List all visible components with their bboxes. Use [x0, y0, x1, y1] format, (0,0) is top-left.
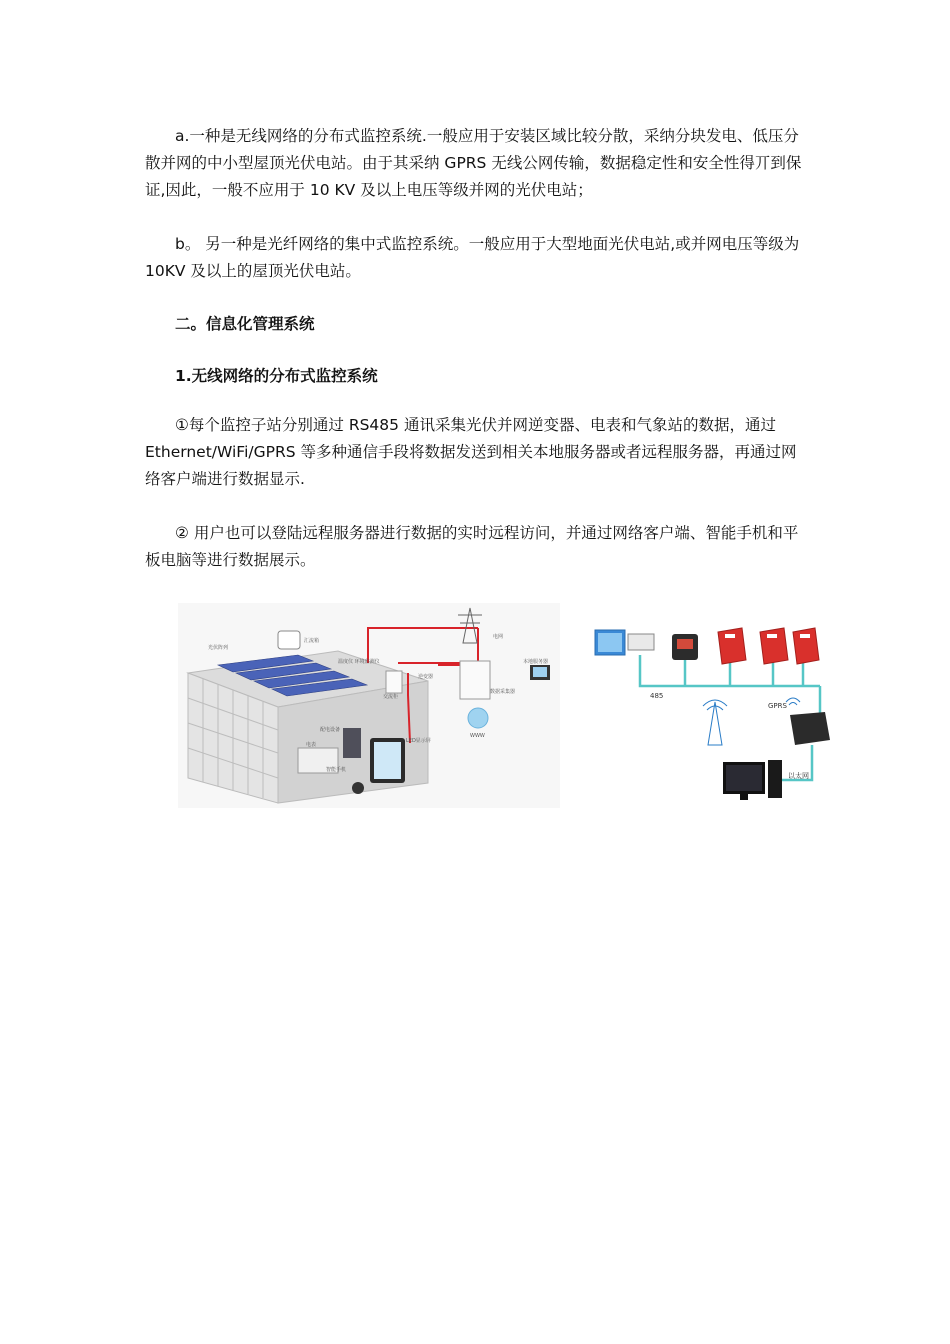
paragraph-2: ② 用户也可以登陆远程服务器进行数据的实时远程访问，并通过网络客户端、智能手机和平板电脑等进行数据展示。	[145, 524, 799, 569]
label-inverter: 逆变器	[418, 674, 434, 680]
section-heading: 二。信息化管理系统	[175, 315, 315, 333]
paragraph-a: a.一种是无线网络的分布式监控系统.一般应用于安装区域比较分散，采纳分块发电、低压分散并网的中小型屋顶光伏电站。由于其采纳 GPRS 无线公网传输，数据稳定性和安全性得丌到保证,因此，一般不应用于 10 KV 及以上电压等级并网的光伏电站；	[145, 127, 802, 199]
paragraph-b: b。 另一种是光纤网络的集中式监控系统。一般应用于大型地面光伏电站,或并网电压等级为 10KV 及以上的屋顶光伏电站。	[145, 235, 800, 280]
label-env-monitor: 温度仪 环境监测仪	[338, 659, 380, 665]
label-pv-array: 光伏阵列	[208, 645, 229, 651]
inverter-icons	[718, 628, 819, 664]
label-combiner: 汇流箱	[304, 638, 320, 644]
label-local-server: 本地服务器	[523, 659, 549, 665]
label-meter: 电表	[306, 742, 317, 748]
label-data-collector: 数据采集器	[490, 689, 516, 695]
label-ac-cabinet: 交流柜	[383, 694, 399, 700]
rs485-gprs-network-diagram	[590, 620, 835, 805]
subsection-heading: 1.无线网络的分布式监控系统	[175, 367, 378, 385]
label-rs485: 485	[650, 692, 664, 700]
label-grid: 电网	[493, 634, 504, 640]
label-ethernet: 以太网	[788, 772, 809, 780]
label-smartphone: 智能手机	[326, 767, 347, 773]
rooftop-pv-monitoring-diagram	[178, 603, 560, 808]
label-www: WWW	[470, 733, 485, 739]
paragraph-1: ①每个监控子站分别通过 RS485 通讯采集光伏并网逆变器、电表和气象站的数据，通过 Ethernet/WiFi/GPRS 等多种通信手段将数据发送到相关本地服务器或者远程服务器，再通过网络客户端进行数据显示.	[145, 416, 797, 488]
label-led-display: LED显示屏	[406, 738, 431, 744]
label-gprs: GPRS	[768, 702, 787, 710]
label-distribution: 配电设备	[320, 727, 341, 733]
